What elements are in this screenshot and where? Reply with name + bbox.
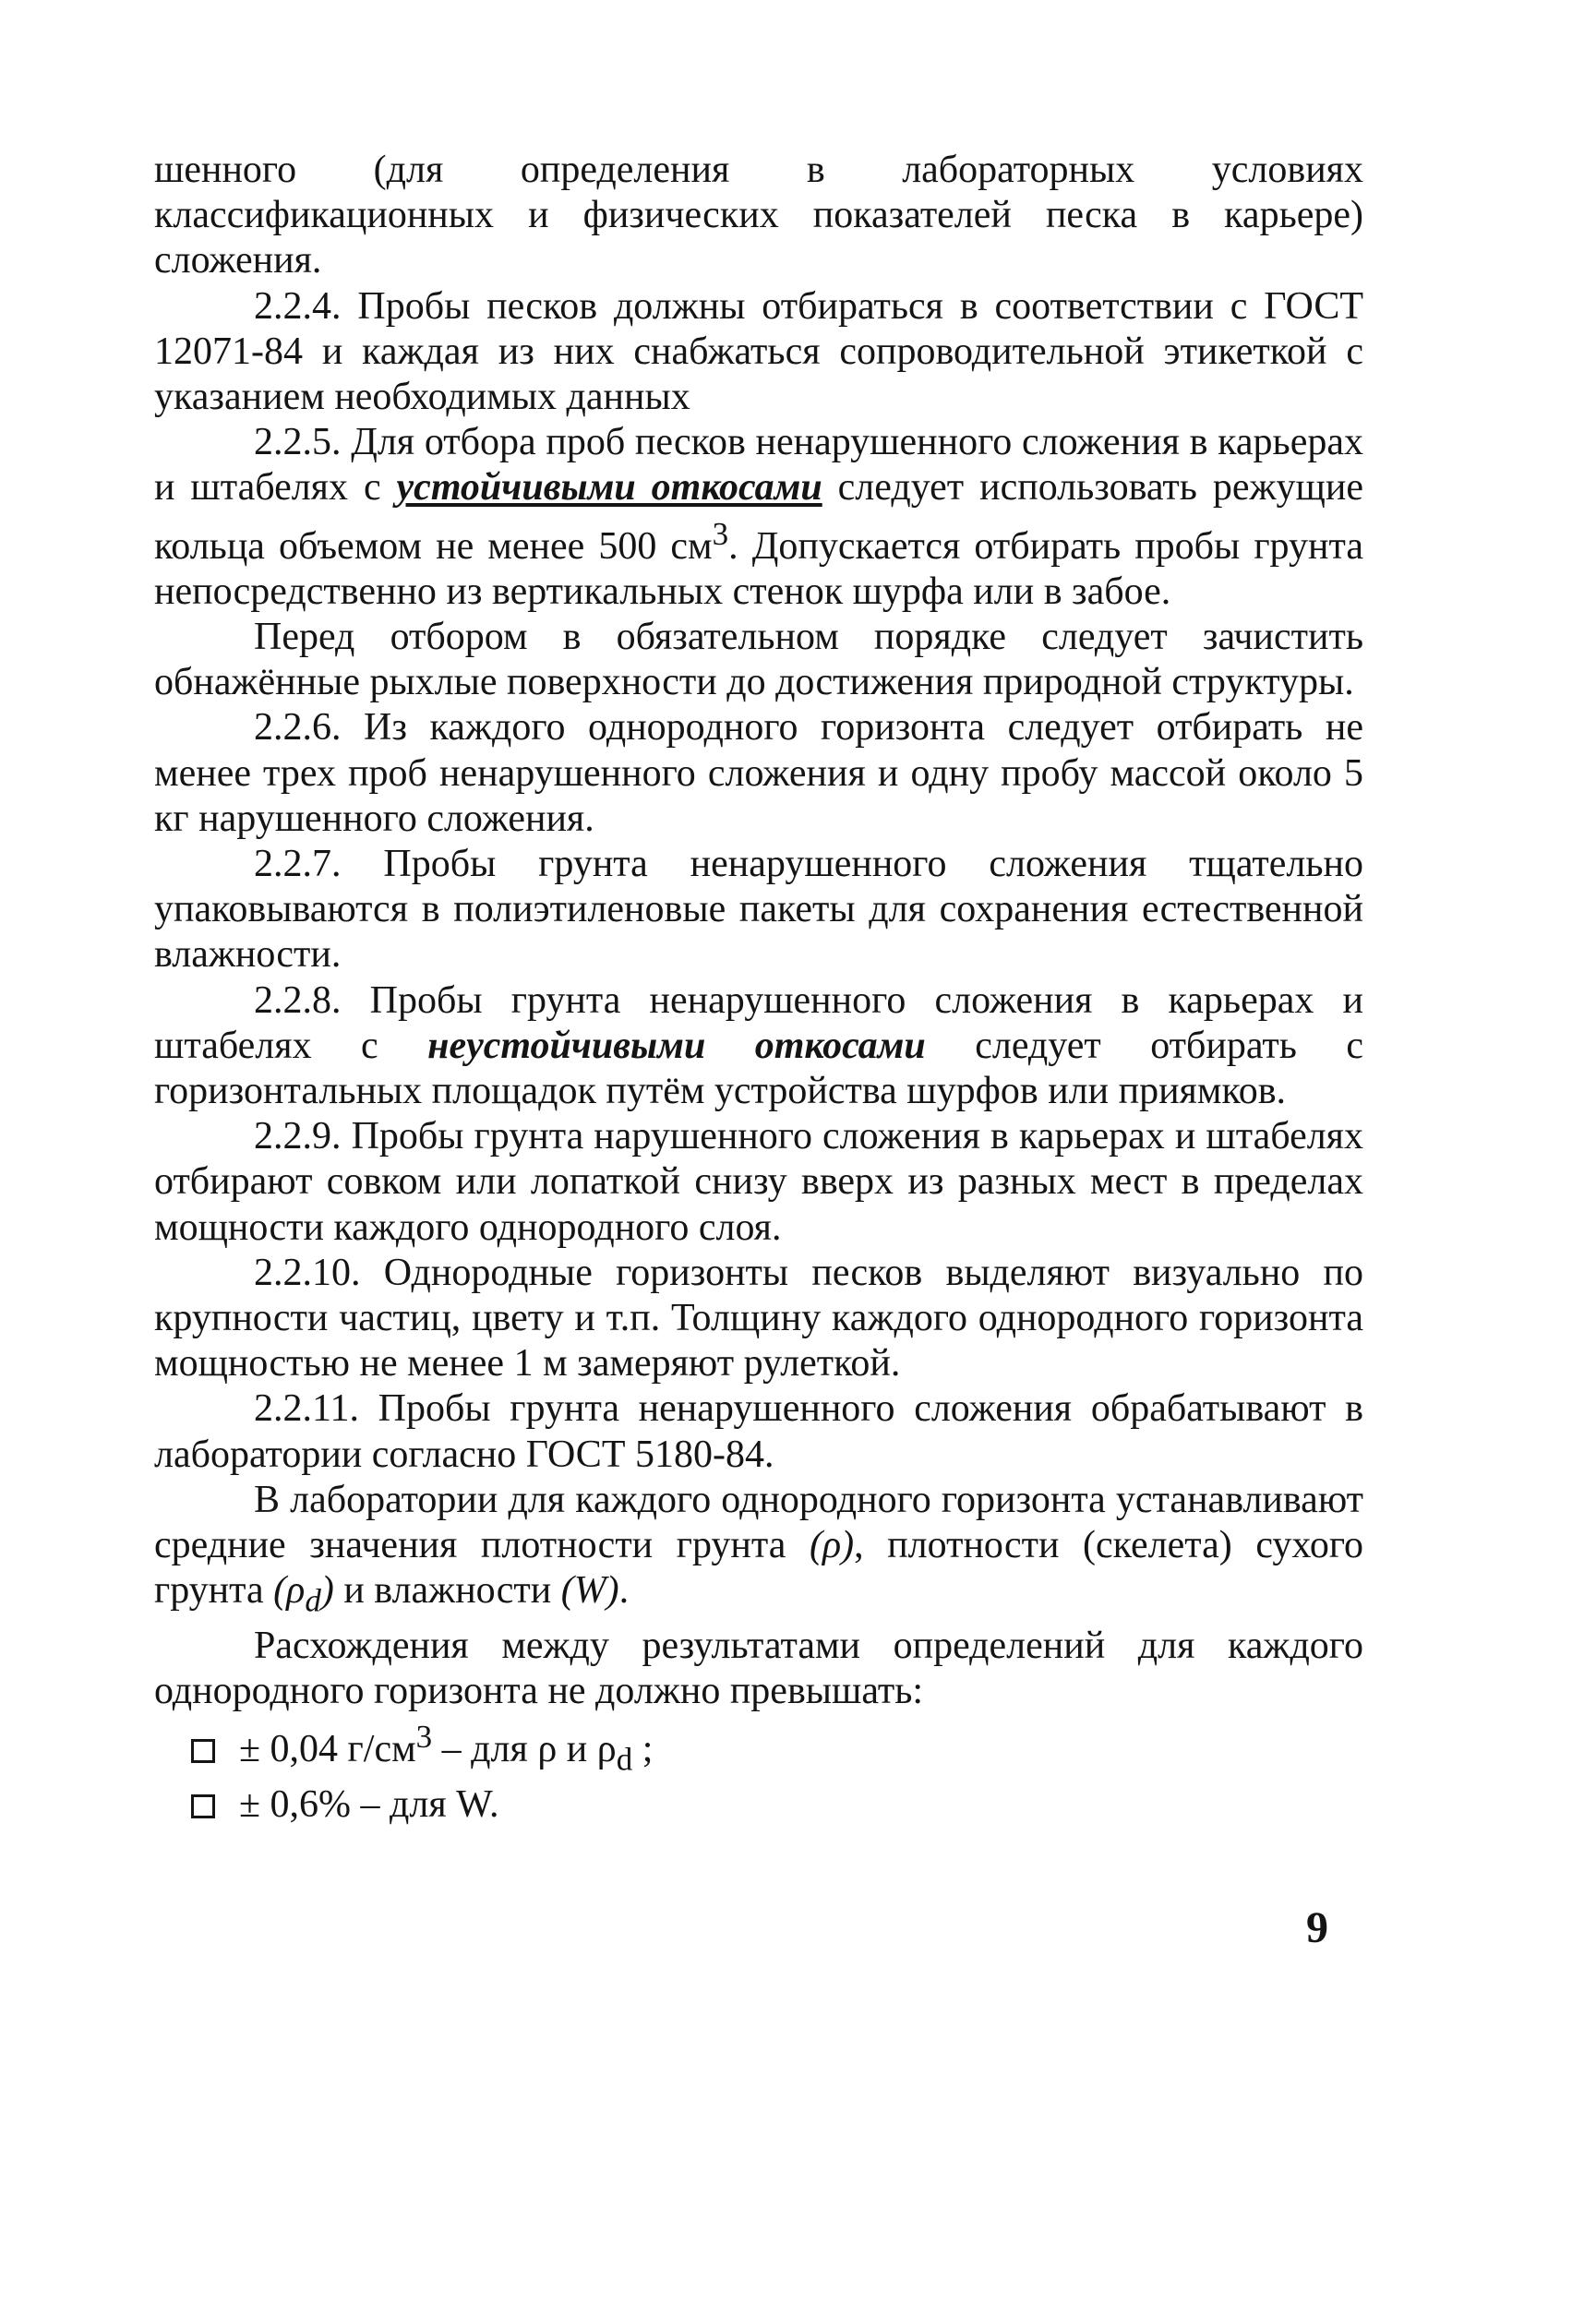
- symbol-w: (W): [560, 1569, 619, 1613]
- paragraph-lab-values: В лаборатории для каждого однородного горизонта устанавливают средние значения плотности грунта (ρ), плотности (скелета) сухого грунта $(\rho_d)$ и влажности (W).: [154, 1478, 1363, 1619]
- superscript: 3: [712, 515, 729, 552]
- symbol-rho-d: $(\rho_d)$: [273, 1569, 334, 1619]
- paragraph-discrepancy: Расхождения между результатами определений для каждого однородного горизонта не должно превышать:: [154, 1624, 1363, 1713]
- paragraph-2-2-9: 2.2.9. Пробы грунта нарушенного сложения в карьерах и штабелях отбирают совком или лопаткой снизу вверх из разных мест в пределах мощности каждого однородного слоя.: [154, 1115, 1363, 1249]
- list-item-text: ± 0,04 $г/см^3$ – для ρ и $\rho_d$ ;: [239, 1719, 654, 1778]
- checkbox-square-icon: [191, 1794, 215, 1818]
- checkbox-square-icon: [191, 1739, 215, 1763]
- paragraph-2-2-7: 2.2.7. Пробы грунта ненарушенного сложения тщательно упаковываются в полиэтиленовые пакеты для сохранения естественной влажности.: [154, 843, 1363, 977]
- list-item-text: ± 0,6% – для W.: [239, 1782, 499, 1826]
- document-page: [154, 148, 1363, 1828]
- paragraph-cleaning: Перед отбором в обязательном порядке следует зачистить обнажённые рыхлые поверхности до достижения природной структуры.: [154, 616, 1363, 704]
- page-number: 9: [1306, 1903, 1328, 1952]
- paragraph-2-2-4: 2.2.4. Пробы песков должны отбираться в соответствии с ГОСТ 12071-84 и каждая из них снабжаться сопроводительной этикеткой с указанием необходимых данных: [154, 284, 1363, 419]
- paragraph-2-2-8: 2.2.8. Пробы грунта ненарушенного сложения в карьерах и штабелях с неустойчивыми откосами следует отбирать с горизонтальных площадок путём устройства шурфов или приямков.: [154, 978, 1363, 1113]
- symbol-rho: (ρ): [809, 1524, 855, 1567]
- paragraph-continuation: шенного (для определения в лабораторных условиях классификационных и физических показателей песка в карьере) сложения.: [154, 149, 1363, 282]
- paragraph-2-2-5: 2.2.5. Для отбора проб песков ненарушенного сложения в карьерах и штабелях с устойчивыми откосами следует использовать режущие кольца объемом не менее 500 $см^3$. Допускается отбирать пробы грунта непосредственно из вертикальных стенок шурфа или в забое.: [154, 421, 1363, 613]
- term-unstable-slopes: неустойчивыми откосами: [427, 1024, 926, 1067]
- term-stable-slopes: устойчивыми откосами: [396, 466, 822, 510]
- tolerance-list: [154, 1714, 1363, 1828]
- paragraph-2-2-11: 2.2.11. Пробы грунта ненарушенного сложения обрабатывают в лаборатории согласно ГОСТ 5180-84.: [154, 1387, 1363, 1476]
- list-item: [191, 1714, 1363, 1782]
- paragraph-2-2-6: 2.2.6. Из каждого однородного горизонта следует отбирать не менее трех проб ненарушенного сложения и одну пробу массой около 5 кг нарушенного сложения.: [154, 706, 1363, 840]
- list-item: [191, 1782, 1363, 1828]
- paragraph-2-2-10: 2.2.10. Однородные горизонты песков выделяют визуально по крупности частиц, цвету и т.п. Толщину каждого однородного горизонта мощностью не менее 1 м замеряют рулеткой.: [154, 1251, 1363, 1385]
